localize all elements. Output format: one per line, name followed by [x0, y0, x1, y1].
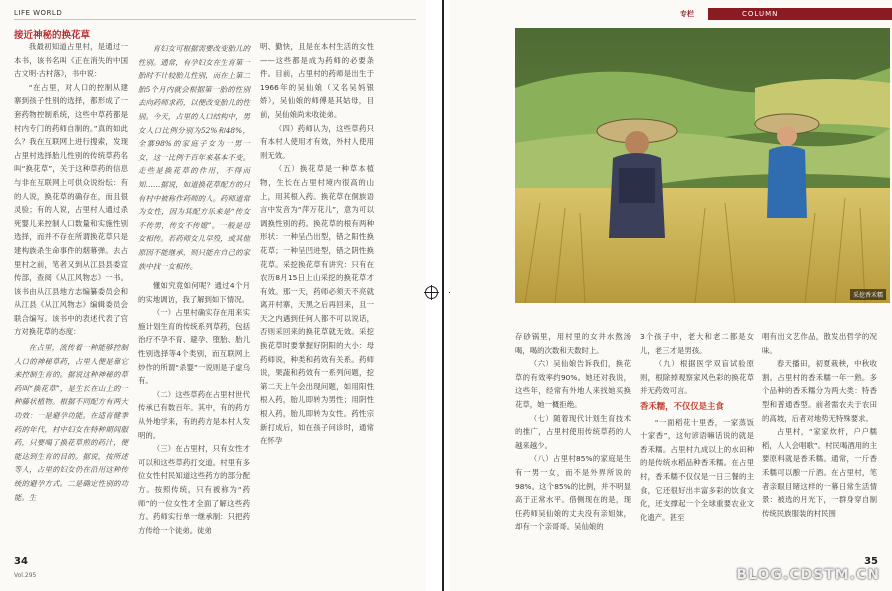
harvest-scene-illustration: [515, 28, 890, 303]
paragraph: （五）换花草是一种草本植物，生长在占里村境内很高的山上，用其根入药。换花草在侗族语言中发音为“萍万花儿”，意为可以调换性别的药。换花草的根有两种形状：一种呈凸出型，错之阳性换花草；一种呈凹进型，错之阴性换花草。采挖换花草有讲究：只有在农历8月15日上山采挖的换花草才有效。那一天，药师必须天不亮就离开村寨，天黑之后再回来，且一天之内遇到任何人都不可以说话，否则采回来的换花草就无效。采挖换花草时要掌握好阴阳的大小：母药师说，种类和药效有关系。药师说，果蔬和药效有一系列问题，挖第二天上午会出现问题，如用阳性根入药，胎儿即转为男性；用阴性根入药，胎儿即转为女性。药性宗新打成后，如在孩子问诊时，通常在怀孕: [260, 164, 374, 446]
paragraph: 占里村，“家家炊杆，户户糯稻，人人会唱歌”。村民喝酒用的主要原料就是香禾糯。通常，一斤香禾糯可以酿一斤酒。在占里村，笔者亲眼目睹这样的一幕日常生活情景：被选的月光下，一群身穿自制传统民族服装的村民围: [762, 427, 877, 518]
section-subheading: 香禾糯，不仅仅是主食: [640, 400, 724, 411]
left-page: [0, 0, 426, 591]
paragraph: 我最初知道占里村，是通过一本书，该书名叫《正在消失的中国古文明·古村落》，书中说：: [14, 42, 128, 79]
volume-label: Vol.295: [14, 572, 37, 579]
left-column-2: [138, 40, 250, 537]
header-divider: [14, 19, 416, 20]
right-column-2: [640, 330, 754, 524]
paragraph: 存砂锅里，用村里的女井水熬汤喝，喝的次数和天数时上。: [515, 332, 631, 355]
quoted-excerpt: 育妇女可根据需要改变胎儿的性别。通常，有孕妇女在生育第一胎时不计较胎儿性别，而在上第二胎5个月内就会根据第一胎的性别去向药师求药，以便改变胎儿的性别。今天，占里的人口结构中，男女人口比例分别为52%和48%，全寨98%的家庭子女为一男一女，这一比例千百年来基本不变。走些是换花草的作用，不得而知……据说，如道换花草配方的只有村中被称作药师的人。药师道常为女性，因为其配方乐来是“传女不传男，传女不传媳”。一般是母女相传。若药师女儿早殁，或其他原因不能继承，则只能在自己的家族中找一女相传。: [138, 44, 250, 271]
right-column-3: [762, 330, 877, 520]
left-column-3: [260, 40, 374, 448]
paragraph: （四）药师认为，这些草药只有本村人使用才有效，外村人使用则无效。: [260, 123, 374, 160]
paragraph: （六）吴仙娘告诉我们，换花草的有效率约90%。她还对我说，这些年，经常有外地人来找她买换花草，她一概拒绝。: [515, 359, 631, 409]
quoted-excerpt: 在占里，流传着一种能够控制人口的神秘草药，占里人便是靠它来控制生育的。据说这种神秘的草药叫“换花草”，是生长在山上的一种藤状植物。根据不同配方有两大功效：一是避孕功能。在适育健季药的年代，村中妇女在特种期间服药，只要喝了换花草煎的药汁，便能达到生育的目的。据说，按所述等人，占里的妇女仍在沿用这种传统的避孕方式。二是确定性别的功能。生: [14, 343, 128, 502]
paragraph: 懂如究竟如何呢？通过4个月的实地调访，我了解到如下情况。: [138, 281, 250, 304]
paragraph: （三）在占里村，只有女性才可以和这些草药打交道。村里有多位女性村民知道这些药方的部分配方。按照传统，只有被称为“药师”的一位女性才全面了解这些药方。药师实行单一继承制：只把药方传给一个徒弟。徒弟: [138, 444, 250, 535]
paragraph: “一面稻花十里香，一家蒸饭十家香”，这句谚语嘛话说的就是香禾糯。占里村九成以上的水田种的是传统水稻品种香禾糯。在占里村，香禾糯不仅仅是一日三餐的主食，它还很好出丰富多彩的饮食文化，还支撑起一个全球重要农业文化遗产。甚至: [640, 417, 754, 522]
harvest-photo: [515, 28, 890, 303]
article-section-title: 接近神秘的换花草: [14, 30, 91, 41]
page-number-right: 35: [864, 556, 878, 567]
spine-line: [442, 0, 444, 591]
page-number-left: 34: [14, 556, 28, 567]
paragraph: 3个孩子中，老大和老二都是女儿，老三才是男孩。: [640, 332, 754, 355]
column-tag: COLUMN: [708, 8, 892, 20]
photo-caption: 采挖香禾糯: [850, 289, 886, 300]
watermark: BLOG.CDSTM.CN: [736, 567, 880, 583]
paragraph: 春天播田，初夏栽秧，中秋收割。占里村的香禾糯一年一熟。多个品种的香禾糯分为两大类：特香型和普通香型。前者需农夫于农田的高坡，后者对地势无特殊要求。: [762, 359, 877, 423]
paragraph: （一）占里村确实存在用来实施计划生育的传统系列草药，包括治疗不孕不育、避孕、堕胎、胎儿性别选择等4个类别，而互联网上炒作的所谓“杀婴”一说则是子虚乌有。: [138, 308, 250, 386]
right-column-1: [515, 330, 631, 534]
paragraph: 唱有出文艺作品，散发出哲学的况味。: [762, 332, 877, 355]
paragraph: （八）占里村85%的家庭是生有一男一女，而不是外界所说的98%。这个85%的比例，并不明显高于正常水平。借侧现在的是，现任药师吴仙娘的丈夫没有亲姐妹，却有一个亲哥哥。吴仙娘的: [515, 454, 631, 532]
paragraph: “在占里，对人口的控制从建寨到孩子性别的选择，都形成了一套药物控制系统，这些中草药都是村内专门的药师自制的。”真的如此么？我在互联网上进行搜索，发现占里村选择胎儿性别的传统草药名叫“换花草”，关于这种草药的信息与非在互联网上可供众说纷纭：有的人说，换花草的确存在，而且很灵验；有的人说，占里村人通过杀死婴儿来控制人口数量和实施性别选择，而并不存在所谓换花草只是建构族杀生命事件的烟幕弹。去占里村之前，笔者又到从江县县委宣传部，查阅《从江风物志》一书。该书由从江县地方志编纂委员会和从江县《从江风物志》编辑委员会联合编写。该书中的表述代表了官方对换花草的态度：: [14, 82, 128, 337]
magazine-section-header: LIFE WORLD: [14, 9, 63, 17]
paragraph: 明、勤快，且是在本村生活的女性——这些都是成为药师的必要条件。目前，占里村的药师是出生于1966年的吴仙娘（又名吴妈银娇），吴仙娘的师傅是其姑母，目前，吴仙娘尚未收徒弟。: [260, 42, 374, 119]
paragraph: （二）这些草药在占里村世代传承已有数百年。其中，有的药方从外地学来，有的药方是本村人发明的。: [138, 389, 250, 440]
left-column-1: [14, 40, 128, 504]
paragraph: （七）随着现代计划生育技术的推广，占里村使用传统草药的人越来越少。: [515, 413, 631, 450]
registration-mark-icon: [425, 286, 438, 299]
paragraph: （九）根据医学双盲试验原则，根除掉观察家风色彩的换花草并无药效可言。: [640, 359, 754, 396]
column-prefix: 专栏: [680, 10, 694, 18]
right-page: [450, 0, 892, 591]
